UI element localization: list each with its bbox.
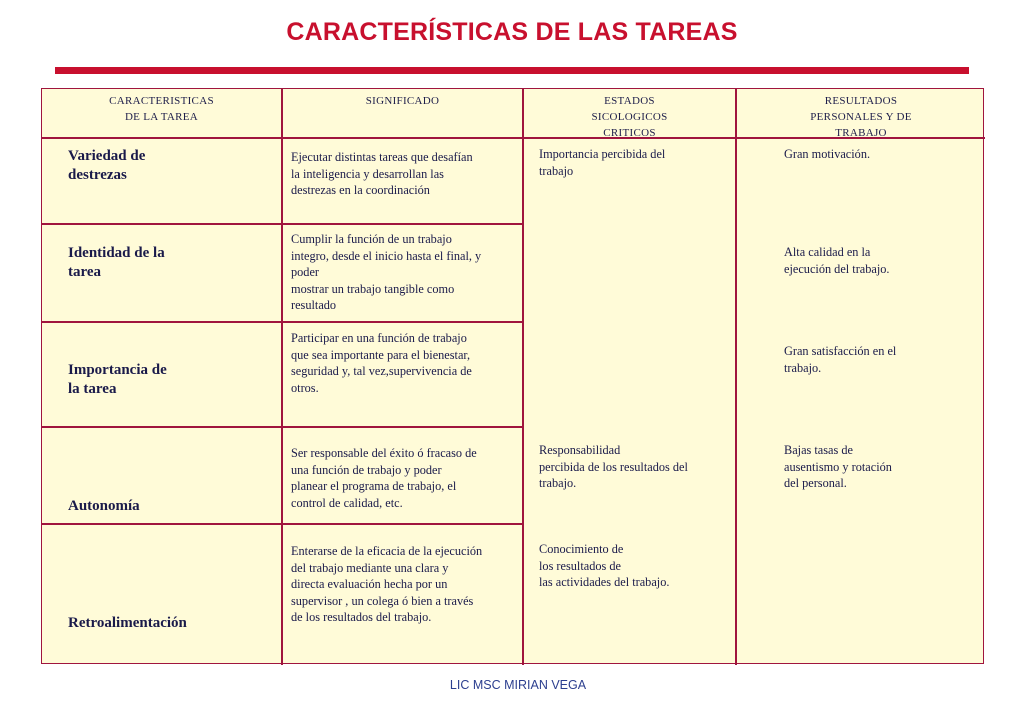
column-divider bbox=[522, 89, 524, 665]
significado-variedad: Ejecutar distintas tareas que desafían la inteligencia y desarrollan las destrezas en la coordinación bbox=[291, 150, 473, 198]
row-divider bbox=[42, 523, 523, 525]
row-divider bbox=[42, 223, 523, 225]
title-underline-bar bbox=[55, 67, 969, 74]
header-resultados: RESULTADOS PERSONALES Y DE TRABAJO bbox=[810, 95, 912, 139]
row-divider bbox=[42, 321, 523, 323]
resultado-satisfaccion: Gran satisfacción en el trabajo. bbox=[784, 344, 897, 375]
header-significado: SIGNIFICADO bbox=[365, 95, 440, 107]
characteristic-autonomia: Autonomía bbox=[68, 498, 140, 514]
resultado-motivacion: Gran motivación. bbox=[784, 147, 871, 161]
column-divider bbox=[281, 89, 283, 665]
resultado-calidad: Alta calidad en la ejecución del trabajo. bbox=[784, 245, 890, 276]
column-divider bbox=[735, 89, 737, 665]
header-caracteristicas: CARACTERISTICAS DE LA TAREA bbox=[109, 95, 214, 123]
estado-conocimiento: Conocimiento de los resultados de las actividades del trabajo. bbox=[539, 542, 670, 590]
characteristic-identidad: Identidad de la tarea bbox=[68, 245, 165, 280]
estado-importancia-percibida: Importancia percibida del trabajo bbox=[539, 147, 666, 178]
estado-responsabilidad: Responsabilidad percibida de los resultados del trabajo. bbox=[539, 443, 688, 491]
significado-importancia: Participar en una función de trabajo que sea importante para el bienestar, seguridad y, tal vez,supervivencia de otros. bbox=[291, 331, 472, 395]
row-divider bbox=[42, 426, 523, 428]
significado-retroalimentacion: Enterarse de la eficacia de la ejecución del trabajo mediante una clara y directa evaluación hecha por un supervisor , un colega ó bien a través de los resultados del trabajo. bbox=[291, 544, 483, 625]
characteristic-retroalimentacion: Retroalimentación bbox=[68, 615, 187, 631]
author-footer: LIC MSC MIRIAN VEGA bbox=[449, 678, 587, 692]
significado-identidad: Cumplir la función de un trabajo integro, desde el inicio hasta el final, y poder mostrar un trabajo tangible como resultado bbox=[291, 232, 482, 313]
significado-autonomia: Ser responsable del éxito ó fracaso de una función de trabajo y poder planear el programa de trabajo, el control de calidad, etc. bbox=[291, 446, 477, 510]
characteristic-variedad: Variedad de destrezas bbox=[68, 148, 146, 183]
resultado-ausentismo: Bajas tasas de ausentismo y rotación del personal. bbox=[784, 443, 892, 491]
characteristics-table bbox=[41, 88, 984, 664]
characteristic-importancia: Importancia de la tarea bbox=[68, 362, 167, 397]
header-estados: ESTADOS SICOLOGICOS CRITICOS bbox=[591, 95, 668, 139]
slide-title: CARACTERÍSTICAS DE LAS TAREAS bbox=[286, 18, 738, 46]
